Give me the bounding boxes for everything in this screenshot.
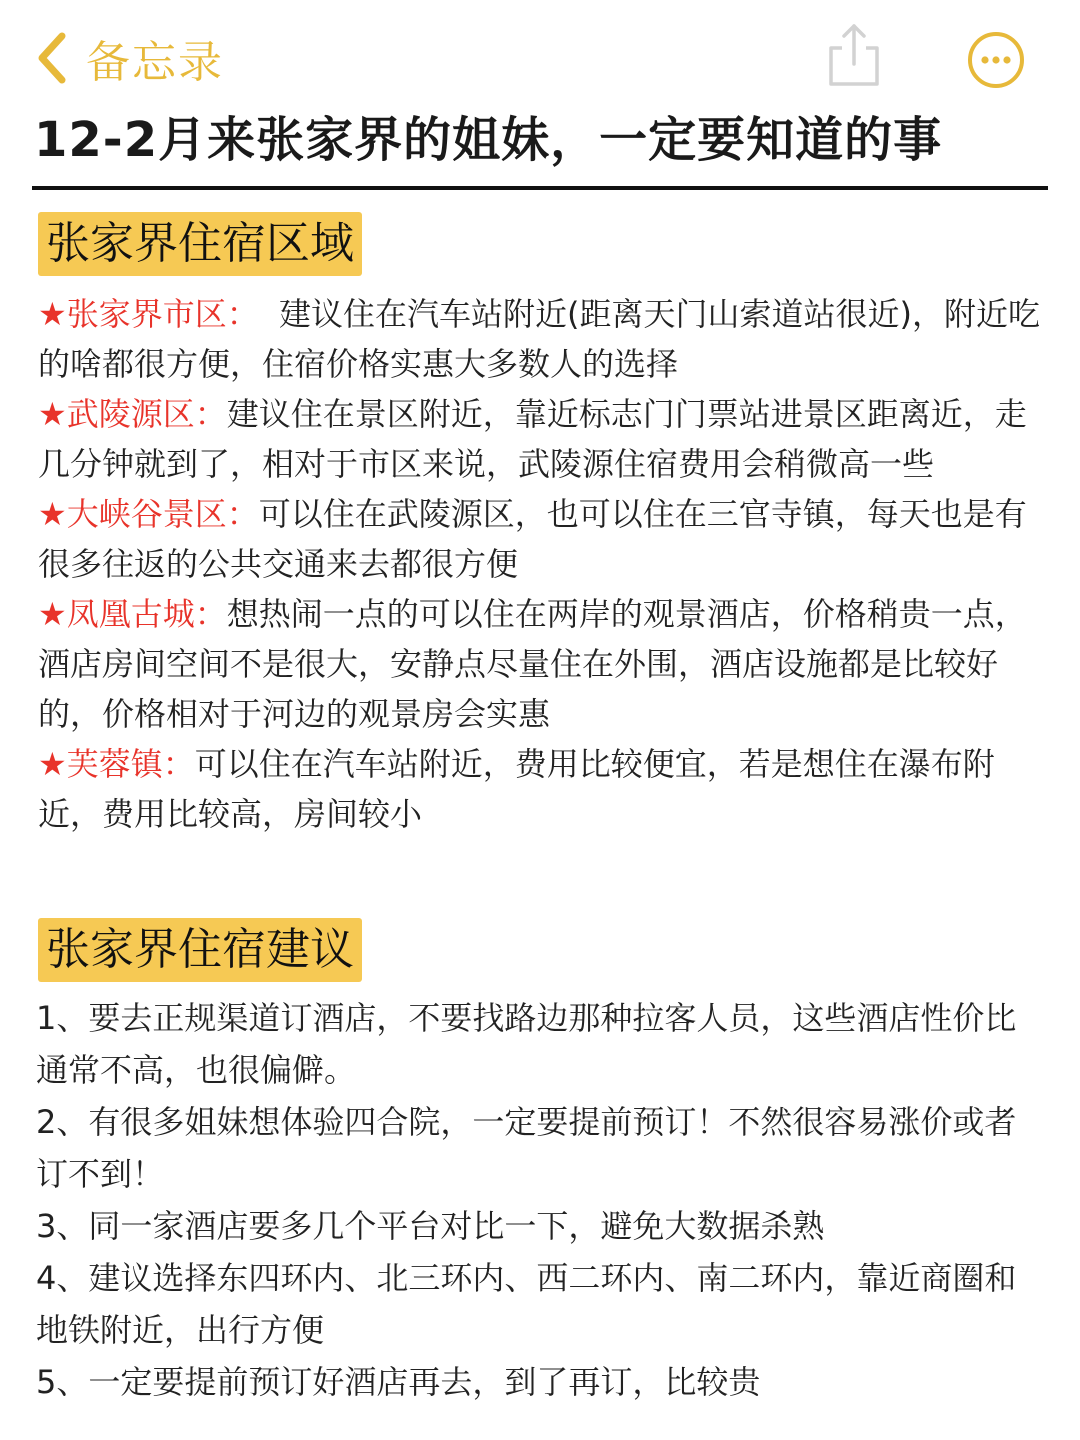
back-button[interactable]: [34, 28, 224, 88]
section-heading-accommodation-tips: 张家界住宿建议: [38, 918, 362, 982]
area-text: 建议住在景区附近，靠近标志门门票站进景区距离近，走几分钟就到了，相对于市区来说，武陵源住宿费用会稍微高一些: [38, 395, 1027, 483]
share-icon: [826, 22, 882, 88]
section-heading-accommodation-areas: 张家界住宿区域: [38, 212, 362, 276]
area-label: 芙蓉镇：: [66, 745, 195, 783]
area-label: 大峡谷景区：: [66, 495, 259, 533]
accommodation-area-list: [38, 289, 1048, 839]
area-text: 可以住在武陵源区，也可以住在三官寺镇，每天也是有很多往返的公共交通来去都很方便: [38, 495, 1027, 583]
list-item: 1、要去正规渠道订酒店，不要找路边那种拉客人员，这些酒店性价比通常不高，也很偏僻。: [36, 999, 1017, 1089]
list-item: 2、有很多姐妹想体验四合院，一定要提前预订！不然很容易涨价或者订不到！: [36, 1103, 1017, 1193]
back-label: 备忘录: [86, 37, 224, 88]
star-icon: ★: [38, 295, 67, 333]
area-label: 张家界市区：: [66, 295, 259, 333]
list-item: 3、同一家酒店要多几个平台对比一下，避免大数据杀熟: [36, 1207, 825, 1245]
more-button[interactable]: [966, 30, 1026, 90]
area-text: 建议住在汽车站附近(距离天门山索道站很近)，附近吃的啥都很方便，住宿价格实惠大多数人的选择: [38, 295, 1041, 383]
accommodation-tips-list: [36, 992, 1046, 1408]
more-icon: [966, 30, 1026, 90]
star-icon: ★: [38, 595, 67, 633]
area-text: 想热闹一点的可以住在两岸的观景酒店，价格稍贵一点，酒店房间空间不是很大，安静点尽量住在外围，酒店设施都是比较好的，价格相对于河边的观景房会实惠: [38, 595, 1027, 733]
share-button[interactable]: [826, 22, 882, 88]
title-divider: [32, 186, 1048, 190]
list-item: [38, 389, 1048, 489]
star-icon: ★: [38, 495, 67, 533]
area-label: 武陵源区：: [66, 395, 227, 433]
chevron-left-icon: [34, 30, 70, 86]
area-label: 凤凰古城：: [66, 595, 227, 633]
list-item: [38, 289, 1048, 389]
list-item: [38, 589, 1048, 739]
note-title: 12-2月来张家界的姐妹，一定要知道的事: [34, 112, 943, 168]
list-item: 4、建议选择东四环内、北三环内、西二环内、南二环内，靠近商圈和地铁附近，出行方便: [36, 1259, 1017, 1349]
top-nav-bar: [0, 0, 1080, 110]
star-icon: ★: [38, 745, 67, 783]
list-item: [38, 739, 1048, 839]
list-item: [38, 489, 1048, 589]
list-item: 5、一定要提前预订好酒店再去，到了再订，比较贵: [36, 1363, 761, 1401]
star-icon: ★: [38, 395, 67, 433]
area-text: 可以住在汽车站附近，费用比较便宜，若是想住在瀑布附近，费用比较高，房间较小: [38, 745, 995, 833]
